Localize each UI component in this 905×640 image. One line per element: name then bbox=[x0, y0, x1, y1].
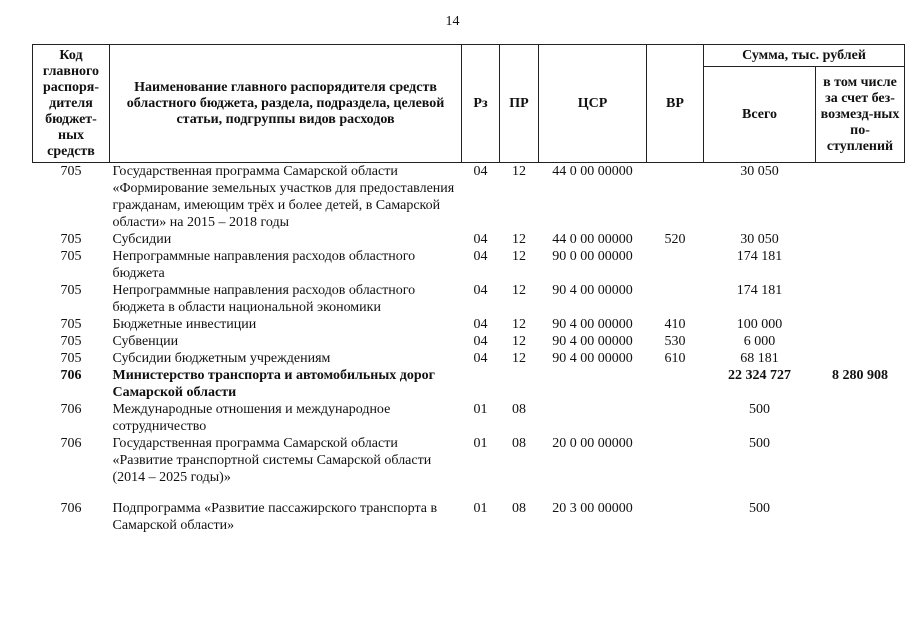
cell-csr: 90 4 00 00000 bbox=[552, 283, 633, 298]
cell-rz: 04 bbox=[473, 232, 488, 247]
cell-pr: 08 bbox=[512, 402, 526, 417]
cell-pr: 08 bbox=[512, 436, 526, 451]
cell-rz: 01 bbox=[473, 436, 488, 451]
cell-rz bbox=[462, 367, 500, 401]
cell-vr: 610 bbox=[664, 351, 686, 366]
cell-kod: 706 bbox=[60, 368, 82, 383]
header-name: Наименование главного распорядителя средств областного бюджета, раздела, подраздела, целевой статьи, подгруппы видов расходов bbox=[110, 45, 462, 163]
cell-bezvozmezd bbox=[816, 316, 905, 333]
cell-vr bbox=[647, 367, 704, 401]
cell-kod: 705 bbox=[60, 334, 82, 349]
cell-pr: 08 bbox=[512, 501, 526, 516]
header-rz: Рз bbox=[462, 45, 500, 163]
budget-table bbox=[32, 44, 905, 534]
cell-kod: 705 bbox=[60, 232, 82, 247]
cell-name: Международные отношения и международное сотрудничество bbox=[112, 402, 391, 434]
cell-csr: 90 4 00 00000 bbox=[552, 334, 633, 349]
cell-vr bbox=[647, 282, 704, 316]
cell-pr bbox=[500, 367, 539, 401]
header-vsego: Всего bbox=[704, 67, 816, 163]
cell-pr: 12 bbox=[512, 317, 526, 332]
header-csr: ЦСР bbox=[539, 45, 647, 163]
cell-pr: 12 bbox=[512, 164, 526, 179]
cell-rz: 04 bbox=[473, 351, 488, 366]
table-row bbox=[33, 231, 905, 248]
cell-rz: 01 bbox=[473, 501, 488, 516]
cell-vsego: 500 bbox=[749, 436, 770, 451]
cell-name: Субвенции bbox=[112, 334, 179, 349]
cell-vsego: 100 000 bbox=[736, 317, 783, 332]
cell-vsego: 174 181 bbox=[736, 283, 783, 298]
cell-rz: 04 bbox=[473, 317, 488, 332]
cell-rz: 04 bbox=[473, 249, 488, 264]
cell-csr bbox=[539, 367, 647, 401]
cell-csr: 90 4 00 00000 bbox=[552, 351, 633, 366]
cell-vr bbox=[647, 248, 704, 282]
cell-rz: 04 bbox=[473, 283, 488, 298]
cell-bezvozmezd bbox=[816, 401, 905, 435]
cell-csr: 44 0 00 00000 bbox=[552, 232, 633, 247]
cell-bezvozmezd bbox=[816, 435, 905, 500]
cell-vsego: 68 181 bbox=[740, 351, 779, 366]
cell-kod: 705 bbox=[60, 164, 82, 179]
cell-name: Министерство транспорта и автомобильных дорог Самарской области bbox=[112, 368, 435, 400]
cell-bezvozmezd bbox=[816, 500, 905, 534]
cell-vr bbox=[647, 500, 704, 534]
cell-kod: 705 bbox=[60, 283, 82, 298]
cell-bezvozmezd bbox=[816, 282, 905, 316]
cell-pr: 12 bbox=[512, 249, 526, 264]
cell-vr: 530 bbox=[664, 334, 686, 349]
table-row bbox=[33, 248, 905, 282]
cell-rz: 01 bbox=[473, 402, 488, 417]
table-row bbox=[33, 500, 905, 534]
cell-vsego: 174 181 bbox=[736, 249, 783, 264]
cell-rz: 04 bbox=[473, 164, 488, 179]
cell-bezvozmezd: 8 280 908 bbox=[832, 368, 888, 383]
cell-vsego: 6 000 bbox=[743, 334, 776, 349]
cell-name: Субсидии bbox=[112, 232, 172, 247]
cell-bezvozmezd bbox=[816, 248, 905, 282]
table-row bbox=[33, 163, 905, 232]
cell-name: Бюджетные инвестиции bbox=[112, 317, 257, 332]
cell-kod: 706 bbox=[60, 402, 82, 417]
cell-bezvozmezd bbox=[816, 163, 905, 232]
cell-vr bbox=[647, 163, 704, 232]
cell-csr: 20 3 00 00000 bbox=[552, 501, 633, 516]
header-bezvozmezd: в том числе за счет без-возмезд-ных по-ступлений bbox=[816, 67, 905, 163]
cell-vsego: 500 bbox=[749, 501, 770, 516]
cell-csr: 44 0 00 00000 bbox=[552, 164, 633, 179]
cell-name: Непрограммные направления расходов областного бюджета в области национальной экономики bbox=[112, 283, 416, 315]
cell-vr bbox=[647, 435, 704, 500]
cell-vr bbox=[647, 401, 704, 435]
table-row bbox=[33, 282, 905, 316]
cell-name: Государственная программа Самарской области «Формирование земельных участков для предоставления гражданам, имеющим трёх и более детей, в Самарской области» на 2015 – 2018 годы bbox=[112, 164, 455, 230]
cell-name: Субсидии бюджетным учреждениям bbox=[112, 351, 331, 366]
page-number: 14 bbox=[445, 14, 460, 29]
cell-kod: 705 bbox=[60, 249, 82, 264]
table-row bbox=[33, 333, 905, 350]
cell-vsego: 30 050 bbox=[740, 232, 779, 247]
cell-name: Непрограммные направления расходов областного бюджета bbox=[112, 249, 416, 281]
cell-kod: 705 bbox=[60, 351, 82, 366]
cell-rz: 04 bbox=[473, 334, 488, 349]
cell-csr: 90 4 00 00000 bbox=[552, 317, 633, 332]
cell-bezvozmezd bbox=[816, 231, 905, 248]
header-summa: Сумма, тыс. рублей bbox=[704, 45, 905, 67]
cell-pr: 12 bbox=[512, 351, 526, 366]
cell-vsego: 22 324 727 bbox=[728, 368, 791, 383]
cell-name: Подпрограмма «Развитие пассажирского транспорта в Самарской области» bbox=[112, 501, 438, 533]
cell-kod: 705 bbox=[60, 317, 82, 332]
table-row bbox=[33, 401, 905, 435]
cell-kod: 706 bbox=[60, 436, 82, 451]
table-row bbox=[33, 316, 905, 333]
cell-bezvozmezd bbox=[816, 350, 905, 367]
cell-bezvozmezd bbox=[816, 333, 905, 350]
cell-csr: 20 0 00 00000 bbox=[552, 436, 633, 451]
header-pr: ПР bbox=[500, 45, 539, 163]
table-row bbox=[33, 350, 905, 367]
table-header bbox=[33, 45, 905, 163]
header-kod: Код главного распоря-дителя бюджет-ных средств bbox=[33, 45, 110, 163]
cell-kod: 706 bbox=[60, 501, 82, 516]
cell-csr: 90 0 00 00000 bbox=[552, 249, 633, 264]
header-vr: ВР bbox=[647, 45, 704, 163]
cell-vsego: 500 bbox=[749, 402, 770, 417]
cell-vr: 410 bbox=[664, 317, 686, 332]
table-row bbox=[33, 435, 905, 500]
cell-pr: 12 bbox=[512, 283, 526, 298]
cell-vr: 520 bbox=[664, 232, 686, 247]
cell-csr bbox=[539, 401, 647, 435]
cell-vsego: 30 050 bbox=[740, 164, 779, 179]
cell-name: Государственная программа Самарской области «Развитие транспортной системы Самарской области (2014 – 2025 годы)» bbox=[112, 436, 432, 485]
cell-pr: 12 bbox=[512, 232, 526, 247]
cell-pr: 12 bbox=[512, 334, 526, 349]
table-row bbox=[33, 367, 905, 401]
